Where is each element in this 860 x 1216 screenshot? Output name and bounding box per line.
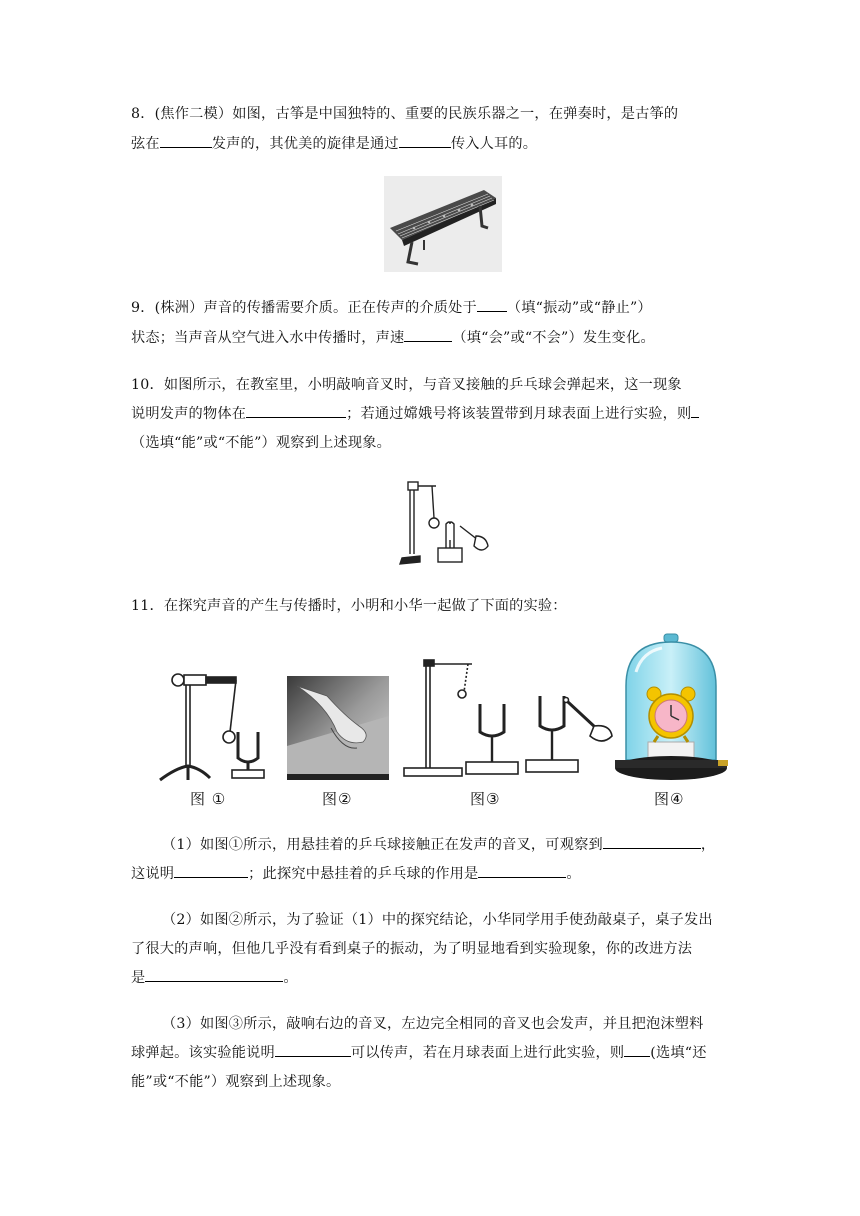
caption-fig-3: 图③ <box>470 790 501 808</box>
q11-p1-blank-2[interactable] <box>174 863 248 878</box>
guzheng-figure <box>384 176 502 272</box>
q11-part3-line2 <box>131 1039 731 1068</box>
caption-fig-1: 图 ① <box>190 790 227 808</box>
q11-p2-text-a: 是 <box>131 970 146 986</box>
q9-text-a: 9．(株洲）声音的传播需要介质。正在传声的介质处于 <box>131 300 477 316</box>
q11-p1-blank-1[interactable] <box>603 834 701 849</box>
caption-fig-2: 图② <box>322 790 353 808</box>
q9-line2 <box>131 324 731 353</box>
q9-blank-2[interactable] <box>404 327 452 342</box>
figure-3-two-forks <box>402 656 616 782</box>
q11-intro: 11．在探究声音的产生与传播时，小明和小华一起做了下面的实验： <box>131 598 567 614</box>
q8-text-a: 弦在 <box>131 136 160 152</box>
q11-p1-text-d: ；此探究中悬挂着的乒乓球的作用是 <box>248 866 479 882</box>
q11-part3-line1: （3）如图③所示，敲响右边的音叉，左边完全相同的音叉也会发声，并且把泡沫塑料 <box>162 1016 704 1032</box>
q10-line1: 10．如图所示，在教室里，小明敲响音叉时，与音叉接触的乒乓球会弹起来，这一现象 <box>131 377 682 393</box>
q11-p1-text-c: 这说明 <box>131 866 175 882</box>
q11-p2-blank[interactable] <box>145 967 283 982</box>
q11-part2-line1: （2）如图②所示，为了验证（1）中的探究结论，小华同学用手使劲敲桌子，桌子发出 <box>162 912 713 928</box>
q11-part2-line2: 了很大的声响，但他几乎没有看到桌子的振动，为了明显地看到实验现象，你的改进方法 <box>131 941 693 957</box>
q11-p2-text-b: 。 <box>283 970 298 986</box>
q11-part1-line2 <box>131 860 731 889</box>
q8-text-b: 发声的，其优美的旋律是通过 <box>211 136 399 152</box>
q11-p3-text-b: 可以传声，若在月球表面上进行此实验，则 <box>350 1045 625 1061</box>
q8-blank-1[interactable] <box>160 133 212 148</box>
q11-p1-text-e: 。 <box>566 866 581 882</box>
q9-text-d: （填“会”或“不会”）发生变化。 <box>452 330 655 346</box>
figure-1-pendulum-fork <box>156 662 268 784</box>
q8-line2 <box>131 130 731 159</box>
tuning-fork-figure <box>396 474 492 568</box>
q11-p3-text-a: 球弹起。该实验能说明 <box>131 1045 275 1061</box>
q11-p3-text-c: (选填“还 <box>650 1045 707 1061</box>
q9-text-c: 状态；当声音从空气进入水中传播时，声速 <box>131 330 405 346</box>
q10-blank-2[interactable] <box>691 403 699 418</box>
q9-blank-1[interactable] <box>477 297 507 312</box>
q11-part2-line3 <box>131 964 731 993</box>
q10-text-b: ；若通过嫦娥号将该装置带到月球表面上进行实验，则 <box>346 406 692 422</box>
q10-text-a: 说明发声的物体在 <box>131 406 247 422</box>
q10-blank-1[interactable] <box>246 403 346 418</box>
caption-fig-4: 图④ <box>654 790 685 808</box>
q9-line1 <box>131 294 731 323</box>
q11-p1-text-b: ， <box>700 837 716 853</box>
q11-p1-text-a: （1）如图①所示，用悬挂着的乒乓球接触正在发声的音叉，可观察到 <box>162 837 603 853</box>
q11-part3-line3: 能”或“不能”）观察到上述现象。 <box>131 1074 341 1090</box>
q11-part1-line1 <box>162 831 762 860</box>
q8-blank-2[interactable] <box>399 133 451 148</box>
q8-text-c: 传入人耳的。 <box>450 136 538 152</box>
q11-p3-blank-2[interactable] <box>624 1042 650 1057</box>
q9-text-b: （填“振动”或“静止”） <box>506 300 652 316</box>
q11-p1-blank-3[interactable] <box>478 863 566 878</box>
figure-2-photo <box>287 676 389 780</box>
q11-p3-blank-1[interactable] <box>275 1042 351 1057</box>
q10-line3: （选填“能”或“不能”）观察到上述现象。 <box>131 435 392 451</box>
q8-line1: 8．(焦作二模）如图，古筝是中国独特的、重要的民族乐器之一，在弹奏时，是古筝的 <box>131 106 679 122</box>
q10-line2 <box>131 400 731 429</box>
figure-4-bell-jar <box>612 632 730 786</box>
